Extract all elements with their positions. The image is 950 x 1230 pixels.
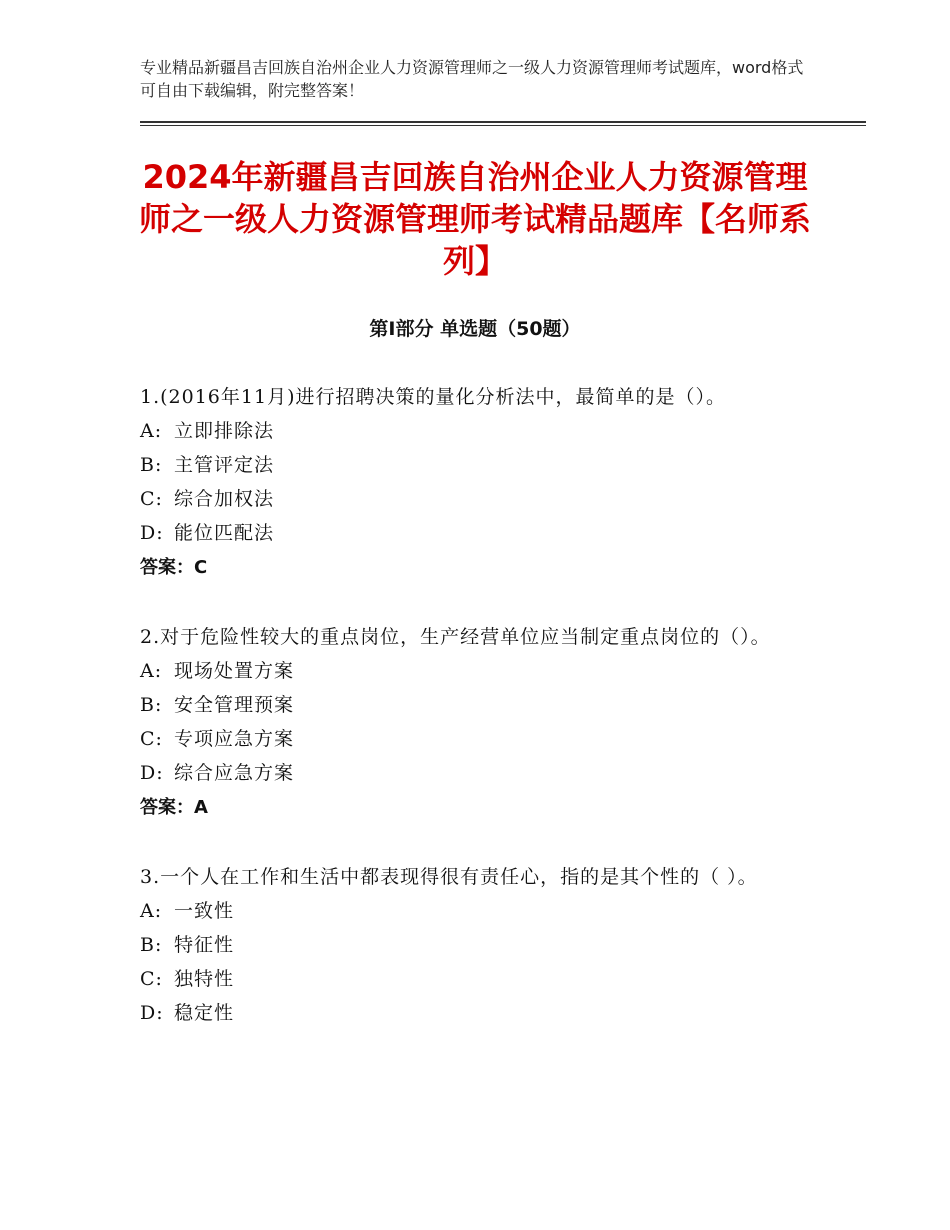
question-3: [140, 860, 800, 1030]
option-c: [140, 962, 800, 996]
option-key: D:: [140, 1002, 164, 1024]
question-stem: 2.对于危险性较大的重点岗位，生产经营单位应当制定重点岗位的（）。: [140, 626, 771, 648]
option-d: [140, 996, 800, 1030]
option-key: A:: [140, 420, 163, 442]
option-a: [140, 894, 800, 928]
header-rule-thin: [140, 125, 866, 126]
answer-label: 答案：C: [140, 557, 208, 578]
option-b: [140, 688, 800, 722]
option-key: C:: [140, 968, 163, 990]
option-key: D:: [140, 522, 164, 544]
question-stem: 1.(2016年11月)进行招聘决策的量化分析法中，最简单的是（）。: [140, 386, 726, 408]
option-text: 一致性: [174, 900, 235, 922]
option-key: C:: [140, 728, 163, 750]
option-text: 综合加权法: [174, 488, 275, 510]
option-key: D:: [140, 762, 164, 784]
option-key: A:: [140, 900, 163, 922]
option-b: [140, 448, 800, 482]
option-b: [140, 928, 800, 962]
option-key: C:: [140, 488, 163, 510]
question-2: [140, 620, 800, 826]
option-text: 现场处置方案: [174, 660, 295, 682]
option-text: 专项应急方案: [174, 728, 295, 750]
option-key: A:: [140, 660, 163, 682]
option-key: B:: [140, 934, 163, 956]
option-text: 独特性: [174, 968, 235, 990]
option-d: [140, 756, 800, 790]
header-note: 专业精品新疆昌吉回族自治州企业人力资源管理师之一级人力资源管理师考试题库，word格式可自由下载编辑，附完整答案！: [140, 58, 804, 100]
document-title: 2024年新疆昌吉回族自治州企业人力资源管理师之一级人力资源管理师考试精品题库【名师系列】: [138, 158, 811, 280]
option-key: B:: [140, 454, 163, 476]
option-c: [140, 722, 800, 756]
option-text: 能位匹配法: [174, 522, 275, 544]
option-key: B:: [140, 694, 163, 716]
header-rule-thick: [140, 121, 866, 123]
option-text: 稳定性: [174, 1002, 235, 1024]
option-c: [140, 482, 800, 516]
option-a: [140, 654, 800, 688]
question-stem: 3.一个人在工作和生活中都表现得很有责任心，指的是其个性的（ ）。: [140, 866, 758, 888]
question-list: [140, 380, 800, 1064]
answer-label: 答案：A: [140, 797, 208, 818]
option-a: [140, 414, 800, 448]
option-text: 特征性: [174, 934, 235, 956]
option-text: 立即排除法: [174, 420, 275, 442]
option-text: 综合应急方案: [174, 762, 295, 784]
option-text: 安全管理预案: [174, 694, 295, 716]
option-text: 主管评定法: [174, 454, 275, 476]
section-title: 第Ⅰ部分 单选题（50题）: [369, 318, 581, 340]
question-1: [140, 380, 800, 586]
option-d: [140, 516, 800, 550]
